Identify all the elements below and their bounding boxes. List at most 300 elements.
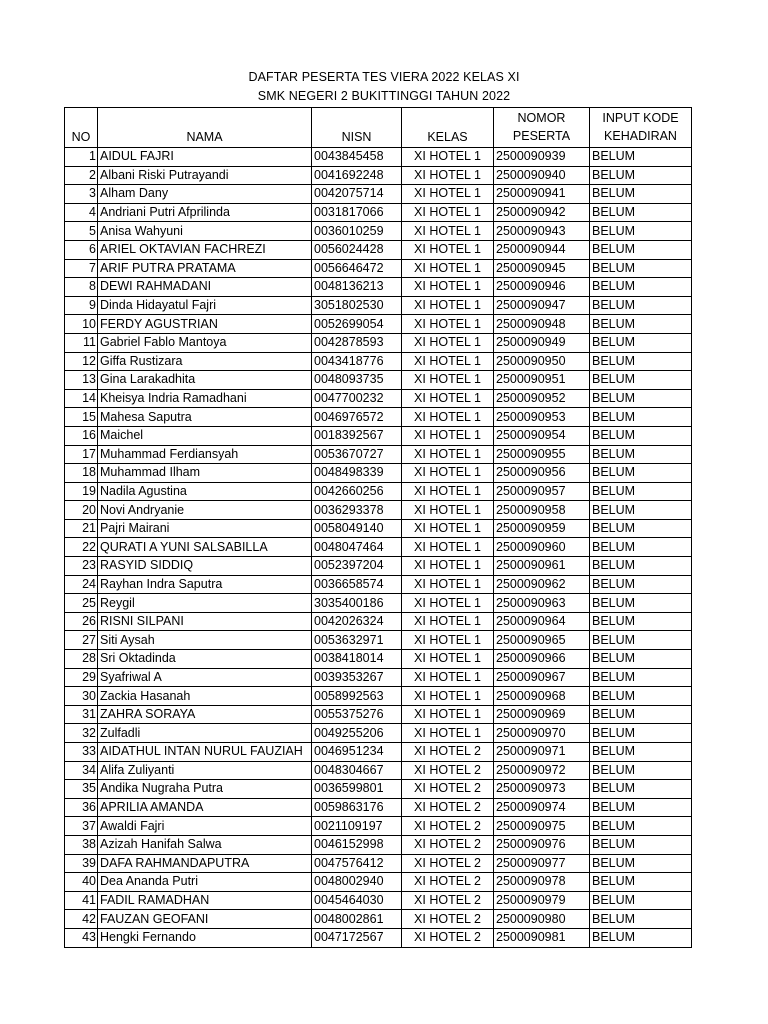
cell-nomor-peserta: 2500090942 bbox=[494, 203, 590, 222]
cell-no: 33 bbox=[65, 743, 98, 762]
cell-kelas: XI HOTEL 1 bbox=[402, 519, 494, 538]
cell-kode-kehadiran: BELUM bbox=[590, 928, 692, 947]
cell-nama: Awaldi Fajri bbox=[98, 817, 312, 836]
cell-nama: ARIF PUTRA PRATAMA bbox=[98, 259, 312, 278]
table-row bbox=[65, 891, 692, 910]
cell-nomor-peserta: 2500090948 bbox=[494, 315, 590, 334]
cell-nomor-peserta: 2500090960 bbox=[494, 538, 590, 557]
table-row bbox=[65, 278, 692, 297]
cell-kode-kehadiran: BELUM bbox=[590, 148, 692, 167]
cell-nama: ZAHRA SORAYA bbox=[98, 705, 312, 724]
cell-nama: Zackia Hasanah bbox=[98, 687, 312, 706]
cell-kelas: XI HOTEL 1 bbox=[402, 259, 494, 278]
cell-no: 41 bbox=[65, 891, 98, 910]
cell-nomor-peserta: 2500090976 bbox=[494, 835, 590, 854]
header-no: NO bbox=[65, 108, 98, 148]
cell-kode-kehadiran: BELUM bbox=[590, 464, 692, 483]
cell-kode-kehadiran: BELUM bbox=[590, 910, 692, 929]
cell-kelas: XI HOTEL 2 bbox=[402, 854, 494, 873]
cell-no: 35 bbox=[65, 780, 98, 799]
cell-no: 6 bbox=[65, 240, 98, 259]
cell-kode-kehadiran: BELUM bbox=[590, 687, 692, 706]
cell-kelas: XI HOTEL 1 bbox=[402, 705, 494, 724]
cell-nama: ARIEL OKTAVIAN FACHREZI bbox=[98, 240, 312, 259]
cell-no: 12 bbox=[65, 352, 98, 371]
cell-no: 7 bbox=[65, 259, 98, 278]
cell-kode-kehadiran: BELUM bbox=[590, 575, 692, 594]
cell-kode-kehadiran: BELUM bbox=[590, 259, 692, 278]
table-row bbox=[65, 464, 692, 483]
cell-no: 21 bbox=[65, 519, 98, 538]
cell-kelas: XI HOTEL 2 bbox=[402, 873, 494, 892]
cell-kode-kehadiran: BELUM bbox=[590, 315, 692, 334]
cell-nama: FADIL RAMADHAN bbox=[98, 891, 312, 910]
cell-kode-kehadiran: BELUM bbox=[590, 278, 692, 297]
cell-kelas: XI HOTEL 2 bbox=[402, 910, 494, 929]
cell-no: 3 bbox=[65, 185, 98, 204]
cell-nomor-peserta: 2500090981 bbox=[494, 928, 590, 947]
table-row bbox=[65, 854, 692, 873]
header-nomor-line1: NOMOR bbox=[517, 111, 566, 125]
cell-no: 28 bbox=[65, 650, 98, 669]
cell-nomor-peserta: 2500090971 bbox=[494, 743, 590, 762]
cell-no: 24 bbox=[65, 575, 98, 594]
cell-kode-kehadiran: BELUM bbox=[590, 798, 692, 817]
table-row bbox=[65, 371, 692, 390]
cell-kode-kehadiran: BELUM bbox=[590, 835, 692, 854]
cell-nama: RASYID SIDDIQ bbox=[98, 557, 312, 576]
cell-no: 14 bbox=[65, 389, 98, 408]
cell-nomor-peserta: 2500090957 bbox=[494, 482, 590, 501]
table-row bbox=[65, 519, 692, 538]
cell-kelas: XI HOTEL 2 bbox=[402, 798, 494, 817]
cell-nomor-peserta: 2500090970 bbox=[494, 724, 590, 743]
cell-nama: Syafriwal A bbox=[98, 668, 312, 687]
cell-nama: QURATI A YUNI SALSABILLA bbox=[98, 538, 312, 557]
cell-nisn: 0038418014 bbox=[312, 650, 402, 669]
cell-nama: Muhammad Ilham bbox=[98, 464, 312, 483]
cell-no: 5 bbox=[65, 222, 98, 241]
cell-nomor-peserta: 2500090972 bbox=[494, 761, 590, 780]
cell-kode-kehadiran: BELUM bbox=[590, 743, 692, 762]
cell-nisn: 0046951234 bbox=[312, 743, 402, 762]
cell-nama: Azizah Hanifah Salwa bbox=[98, 835, 312, 854]
table-row bbox=[65, 575, 692, 594]
table-row bbox=[65, 538, 692, 557]
cell-kelas: XI HOTEL 1 bbox=[402, 575, 494, 594]
cell-kelas: XI HOTEL 2 bbox=[402, 761, 494, 780]
cell-kelas: XI HOTEL 1 bbox=[402, 464, 494, 483]
cell-nisn: 0052699054 bbox=[312, 315, 402, 334]
cell-nama: Sri Oktadinda bbox=[98, 650, 312, 669]
cell-no: 31 bbox=[65, 705, 98, 724]
cell-kode-kehadiran: BELUM bbox=[590, 185, 692, 204]
cell-no: 4 bbox=[65, 203, 98, 222]
cell-nama: Albani Riski Putrayandi bbox=[98, 166, 312, 185]
cell-no: 20 bbox=[65, 501, 98, 520]
cell-nisn: 0031817066 bbox=[312, 203, 402, 222]
header-kode-line1: INPUT KODE bbox=[602, 111, 679, 125]
cell-no: 43 bbox=[65, 928, 98, 947]
cell-nama: Reygil bbox=[98, 594, 312, 613]
table-row bbox=[65, 240, 692, 259]
cell-nisn: 0048136213 bbox=[312, 278, 402, 297]
cell-kode-kehadiran: BELUM bbox=[590, 166, 692, 185]
cell-kode-kehadiran: BELUM bbox=[590, 612, 692, 631]
cell-nama: Rayhan Indra Saputra bbox=[98, 575, 312, 594]
cell-nisn: 0048002940 bbox=[312, 873, 402, 892]
header-input-kode-kehadiran bbox=[590, 108, 692, 148]
cell-kode-kehadiran: BELUM bbox=[590, 854, 692, 873]
cell-kelas: XI HOTEL 1 bbox=[402, 408, 494, 427]
cell-kode-kehadiran: BELUM bbox=[590, 203, 692, 222]
cell-nisn: 0047700232 bbox=[312, 389, 402, 408]
cell-nama: Maichel bbox=[98, 426, 312, 445]
cell-nisn: 3051802530 bbox=[312, 296, 402, 315]
cell-kelas: XI HOTEL 2 bbox=[402, 928, 494, 947]
cell-kode-kehadiran: BELUM bbox=[590, 780, 692, 799]
cell-no: 19 bbox=[65, 482, 98, 501]
header-nomor-peserta bbox=[494, 108, 590, 148]
cell-kode-kehadiran: BELUM bbox=[590, 705, 692, 724]
cell-kode-kehadiran: BELUM bbox=[590, 557, 692, 576]
table-row bbox=[65, 873, 692, 892]
table-row bbox=[65, 315, 692, 334]
cell-nisn: 0039353267 bbox=[312, 668, 402, 687]
cell-nomor-peserta: 2500090961 bbox=[494, 557, 590, 576]
cell-nisn: 0046152998 bbox=[312, 835, 402, 854]
cell-nomor-peserta: 2500090958 bbox=[494, 501, 590, 520]
cell-nomor-peserta: 2500090966 bbox=[494, 650, 590, 669]
cell-no: 11 bbox=[65, 333, 98, 352]
cell-nama: Gabriel Fablo Mantoya bbox=[98, 333, 312, 352]
cell-kode-kehadiran: BELUM bbox=[590, 408, 692, 427]
cell-nama: Dea Ananda Putri bbox=[98, 873, 312, 892]
cell-kelas: XI HOTEL 1 bbox=[402, 315, 494, 334]
cell-kode-kehadiran: BELUM bbox=[590, 538, 692, 557]
cell-nisn: 0053670727 bbox=[312, 445, 402, 464]
cell-kelas: XI HOTEL 1 bbox=[402, 278, 494, 297]
cell-no: 16 bbox=[65, 426, 98, 445]
document-subtitle: SMK NEGERI 2 BUKITTINGGI TAHUN 2022 bbox=[257, 89, 511, 103]
document-title: DAFTAR PESERTA TES VIERA 2022 KELAS XI bbox=[248, 70, 520, 84]
table-row bbox=[65, 687, 692, 706]
cell-nisn: 0048304667 bbox=[312, 761, 402, 780]
cell-kode-kehadiran: BELUM bbox=[590, 445, 692, 464]
cell-kelas: XI HOTEL 1 bbox=[402, 724, 494, 743]
cell-no: 10 bbox=[65, 315, 98, 334]
cell-nomor-peserta: 2500090963 bbox=[494, 594, 590, 613]
cell-nomor-peserta: 2500090980 bbox=[494, 910, 590, 929]
cell-no: 9 bbox=[65, 296, 98, 315]
table-row bbox=[65, 612, 692, 631]
cell-nomor-peserta: 2500090952 bbox=[494, 389, 590, 408]
cell-nomor-peserta: 2500090964 bbox=[494, 612, 590, 631]
table-row bbox=[65, 928, 692, 947]
cell-kelas: XI HOTEL 1 bbox=[402, 185, 494, 204]
cell-kode-kehadiran: BELUM bbox=[590, 352, 692, 371]
cell-nama: Andika Nugraha Putra bbox=[98, 780, 312, 799]
cell-nomor-peserta: 2500090959 bbox=[494, 519, 590, 538]
cell-nisn: 3035400186 bbox=[312, 594, 402, 613]
cell-nomor-peserta: 2500090941 bbox=[494, 185, 590, 204]
cell-nisn: 0036599801 bbox=[312, 780, 402, 799]
cell-nisn: 0036010259 bbox=[312, 222, 402, 241]
table-row bbox=[65, 148, 692, 167]
cell-nomor-peserta: 2500090955 bbox=[494, 445, 590, 464]
cell-nisn: 0046976572 bbox=[312, 408, 402, 427]
table-row bbox=[65, 259, 692, 278]
cell-kode-kehadiran: BELUM bbox=[590, 761, 692, 780]
cell-kode-kehadiran: BELUM bbox=[590, 426, 692, 445]
cell-no: 25 bbox=[65, 594, 98, 613]
cell-nama: Siti Aysah bbox=[98, 631, 312, 650]
cell-nomor-peserta: 2500090951 bbox=[494, 371, 590, 390]
cell-nomor-peserta: 2500090967 bbox=[494, 668, 590, 687]
cell-nisn: 0045464030 bbox=[312, 891, 402, 910]
participant-table bbox=[64, 107, 692, 948]
table-row bbox=[65, 631, 692, 650]
cell-nisn: 0047576412 bbox=[312, 854, 402, 873]
table-row bbox=[65, 780, 692, 799]
cell-nomor-peserta: 2500090954 bbox=[494, 426, 590, 445]
cell-no: 23 bbox=[65, 557, 98, 576]
header-nisn: NISN bbox=[312, 108, 402, 148]
cell-nomor-peserta: 2500090950 bbox=[494, 352, 590, 371]
cell-kelas: XI HOTEL 1 bbox=[402, 166, 494, 185]
header-kelas: KELAS bbox=[402, 108, 494, 148]
cell-no: 36 bbox=[65, 798, 98, 817]
table-row bbox=[65, 203, 692, 222]
cell-kode-kehadiran: BELUM bbox=[590, 817, 692, 836]
cell-nisn: 0058992563 bbox=[312, 687, 402, 706]
cell-nomor-peserta: 2500090946 bbox=[494, 278, 590, 297]
cell-kelas: XI HOTEL 2 bbox=[402, 817, 494, 836]
cell-nisn: 0048047464 bbox=[312, 538, 402, 557]
cell-nama: Nadila Agustina bbox=[98, 482, 312, 501]
cell-kode-kehadiran: BELUM bbox=[590, 222, 692, 241]
cell-no: 42 bbox=[65, 910, 98, 929]
cell-nisn: 0056024428 bbox=[312, 240, 402, 259]
table-row bbox=[65, 408, 692, 427]
cell-nisn: 0056646472 bbox=[312, 259, 402, 278]
cell-nama: Dinda Hidayatul Fajri bbox=[98, 296, 312, 315]
table-row bbox=[65, 482, 692, 501]
cell-kelas: XI HOTEL 1 bbox=[402, 687, 494, 706]
table-row bbox=[65, 650, 692, 669]
cell-nomor-peserta: 2500090953 bbox=[494, 408, 590, 427]
cell-nisn: 0018392567 bbox=[312, 426, 402, 445]
header-nama: NAMA bbox=[98, 108, 312, 148]
cell-no: 30 bbox=[65, 687, 98, 706]
header-kode-line2: KEHADIRAN bbox=[604, 129, 677, 143]
cell-kelas: XI HOTEL 2 bbox=[402, 835, 494, 854]
table-row bbox=[65, 817, 692, 836]
cell-kelas: XI HOTEL 1 bbox=[402, 668, 494, 687]
cell-nisn: 0048498339 bbox=[312, 464, 402, 483]
cell-kode-kehadiran: BELUM bbox=[590, 891, 692, 910]
cell-kode-kehadiran: BELUM bbox=[590, 389, 692, 408]
table-row bbox=[65, 222, 692, 241]
cell-nomor-peserta: 2500090940 bbox=[494, 166, 590, 185]
cell-kelas: XI HOTEL 1 bbox=[402, 594, 494, 613]
cell-nisn: 0048093735 bbox=[312, 371, 402, 390]
cell-kode-kehadiran: BELUM bbox=[590, 240, 692, 259]
cell-nama: Kheisya Indria Ramadhani bbox=[98, 389, 312, 408]
cell-nisn: 0042026324 bbox=[312, 612, 402, 631]
cell-kelas: XI HOTEL 1 bbox=[402, 482, 494, 501]
cell-nomor-peserta: 2500090939 bbox=[494, 148, 590, 167]
table-row bbox=[65, 352, 692, 371]
cell-kode-kehadiran: BELUM bbox=[590, 631, 692, 650]
cell-nama: Andriani Putri Afprilinda bbox=[98, 203, 312, 222]
cell-no: 39 bbox=[65, 854, 98, 873]
cell-no: 32 bbox=[65, 724, 98, 743]
cell-nomor-peserta: 2500090956 bbox=[494, 464, 590, 483]
cell-kelas: XI HOTEL 1 bbox=[402, 371, 494, 390]
table-header-row bbox=[65, 108, 692, 148]
cell-kelas: XI HOTEL 1 bbox=[402, 296, 494, 315]
cell-no: 29 bbox=[65, 668, 98, 687]
cell-nomor-peserta: 2500090973 bbox=[494, 780, 590, 799]
cell-nomor-peserta: 2500090965 bbox=[494, 631, 590, 650]
cell-nomor-peserta: 2500090968 bbox=[494, 687, 590, 706]
table-row bbox=[65, 761, 692, 780]
cell-no: 37 bbox=[65, 817, 98, 836]
cell-kelas: XI HOTEL 1 bbox=[402, 557, 494, 576]
cell-kode-kehadiran: BELUM bbox=[590, 296, 692, 315]
cell-kelas: XI HOTEL 2 bbox=[402, 780, 494, 799]
table-row bbox=[65, 798, 692, 817]
cell-nisn: 0053632971 bbox=[312, 631, 402, 650]
cell-nisn: 0047172567 bbox=[312, 928, 402, 947]
cell-kelas: XI HOTEL 1 bbox=[402, 445, 494, 464]
cell-kelas: XI HOTEL 1 bbox=[402, 650, 494, 669]
cell-kode-kehadiran: BELUM bbox=[590, 333, 692, 352]
table-row bbox=[65, 296, 692, 315]
cell-kelas: XI HOTEL 1 bbox=[402, 501, 494, 520]
cell-nomor-peserta: 2500090978 bbox=[494, 873, 590, 892]
cell-nomor-peserta: 2500090962 bbox=[494, 575, 590, 594]
cell-no: 22 bbox=[65, 538, 98, 557]
cell-kelas: XI HOTEL 1 bbox=[402, 148, 494, 167]
cell-no: 1 bbox=[65, 148, 98, 167]
cell-nomor-peserta: 2500090969 bbox=[494, 705, 590, 724]
cell-kelas: XI HOTEL 1 bbox=[402, 352, 494, 371]
cell-kelas: XI HOTEL 1 bbox=[402, 538, 494, 557]
cell-nomor-peserta: 2500090947 bbox=[494, 296, 590, 315]
cell-kelas: XI HOTEL 2 bbox=[402, 743, 494, 762]
cell-nomor-peserta: 2500090943 bbox=[494, 222, 590, 241]
cell-nisn: 0055375276 bbox=[312, 705, 402, 724]
cell-nisn: 0052397204 bbox=[312, 557, 402, 576]
cell-no: 18 bbox=[65, 464, 98, 483]
cell-nama: APRILIA AMANDA bbox=[98, 798, 312, 817]
cell-nisn: 0058049140 bbox=[312, 519, 402, 538]
cell-nama: FAUZAN GEOFANI bbox=[98, 910, 312, 929]
cell-nama: Alham Dany bbox=[98, 185, 312, 204]
cell-kode-kehadiran: BELUM bbox=[590, 482, 692, 501]
cell-nama: Anisa Wahyuni bbox=[98, 222, 312, 241]
cell-kelas: XI HOTEL 1 bbox=[402, 203, 494, 222]
table-row bbox=[65, 166, 692, 185]
cell-no: 8 bbox=[65, 278, 98, 297]
cell-no: 2 bbox=[65, 166, 98, 185]
cell-kode-kehadiran: BELUM bbox=[590, 519, 692, 538]
cell-nisn: 0036293378 bbox=[312, 501, 402, 520]
table-row bbox=[65, 724, 692, 743]
cell-kelas: XI HOTEL 1 bbox=[402, 612, 494, 631]
cell-nama: DEWI RAHMADANI bbox=[98, 278, 312, 297]
cell-nama: DAFA RAHMANDAPUTRA bbox=[98, 854, 312, 873]
cell-nisn: 0036658574 bbox=[312, 575, 402, 594]
table-row bbox=[65, 743, 692, 762]
cell-nama: AIDUL FAJRI bbox=[98, 148, 312, 167]
table-row bbox=[65, 501, 692, 520]
cell-no: 15 bbox=[65, 408, 98, 427]
cell-no: 38 bbox=[65, 835, 98, 854]
cell-nomor-peserta: 2500090977 bbox=[494, 854, 590, 873]
cell-no: 40 bbox=[65, 873, 98, 892]
cell-kode-kehadiran: BELUM bbox=[590, 501, 692, 520]
cell-kelas: XI HOTEL 1 bbox=[402, 426, 494, 445]
cell-nomor-peserta: 2500090979 bbox=[494, 891, 590, 910]
cell-nisn: 0059863176 bbox=[312, 798, 402, 817]
cell-nama: Zulfadli bbox=[98, 724, 312, 743]
cell-nama: AIDATHUL INTAN NURUL FAUZIAH bbox=[98, 743, 312, 762]
cell-no: 34 bbox=[65, 761, 98, 780]
header-nomor-line2: PESERTA bbox=[512, 129, 571, 143]
cell-kode-kehadiran: BELUM bbox=[590, 668, 692, 687]
cell-nisn: 0043418776 bbox=[312, 352, 402, 371]
cell-no: 17 bbox=[65, 445, 98, 464]
table-row bbox=[65, 557, 692, 576]
cell-nama: FERDY AGUSTRIAN bbox=[98, 315, 312, 334]
cell-nama: Hengki Fernando bbox=[98, 928, 312, 947]
cell-kode-kehadiran: BELUM bbox=[590, 873, 692, 892]
cell-nisn: 0048002861 bbox=[312, 910, 402, 929]
cell-nisn: 0042878593 bbox=[312, 333, 402, 352]
cell-nisn: 0049255206 bbox=[312, 724, 402, 743]
cell-no: 13 bbox=[65, 371, 98, 390]
cell-nisn: 0041692248 bbox=[312, 166, 402, 185]
cell-kelas: XI HOTEL 1 bbox=[402, 240, 494, 259]
table-row bbox=[65, 426, 692, 445]
cell-nomor-peserta: 2500090949 bbox=[494, 333, 590, 352]
cell-nama: Mahesa Saputra bbox=[98, 408, 312, 427]
table-row bbox=[65, 185, 692, 204]
table-row bbox=[65, 705, 692, 724]
cell-nomor-peserta: 2500090974 bbox=[494, 798, 590, 817]
cell-nama: Giffa Rustizara bbox=[98, 352, 312, 371]
table-row bbox=[65, 445, 692, 464]
table-row bbox=[65, 594, 692, 613]
table-body bbox=[65, 148, 692, 948]
cell-kode-kehadiran: BELUM bbox=[590, 724, 692, 743]
cell-kelas: XI HOTEL 1 bbox=[402, 222, 494, 241]
cell-nisn: 0021109197 bbox=[312, 817, 402, 836]
cell-kelas: XI HOTEL 1 bbox=[402, 389, 494, 408]
cell-kode-kehadiran: BELUM bbox=[590, 594, 692, 613]
table-row bbox=[65, 910, 692, 929]
cell-nisn: 0042660256 bbox=[312, 482, 402, 501]
cell-kode-kehadiran: BELUM bbox=[590, 371, 692, 390]
cell-nama: RISNI SILPANI bbox=[98, 612, 312, 631]
table-row bbox=[65, 333, 692, 352]
table-row bbox=[65, 389, 692, 408]
cell-nomor-peserta: 2500090945 bbox=[494, 259, 590, 278]
cell-nama: Gina Larakadhita bbox=[98, 371, 312, 390]
